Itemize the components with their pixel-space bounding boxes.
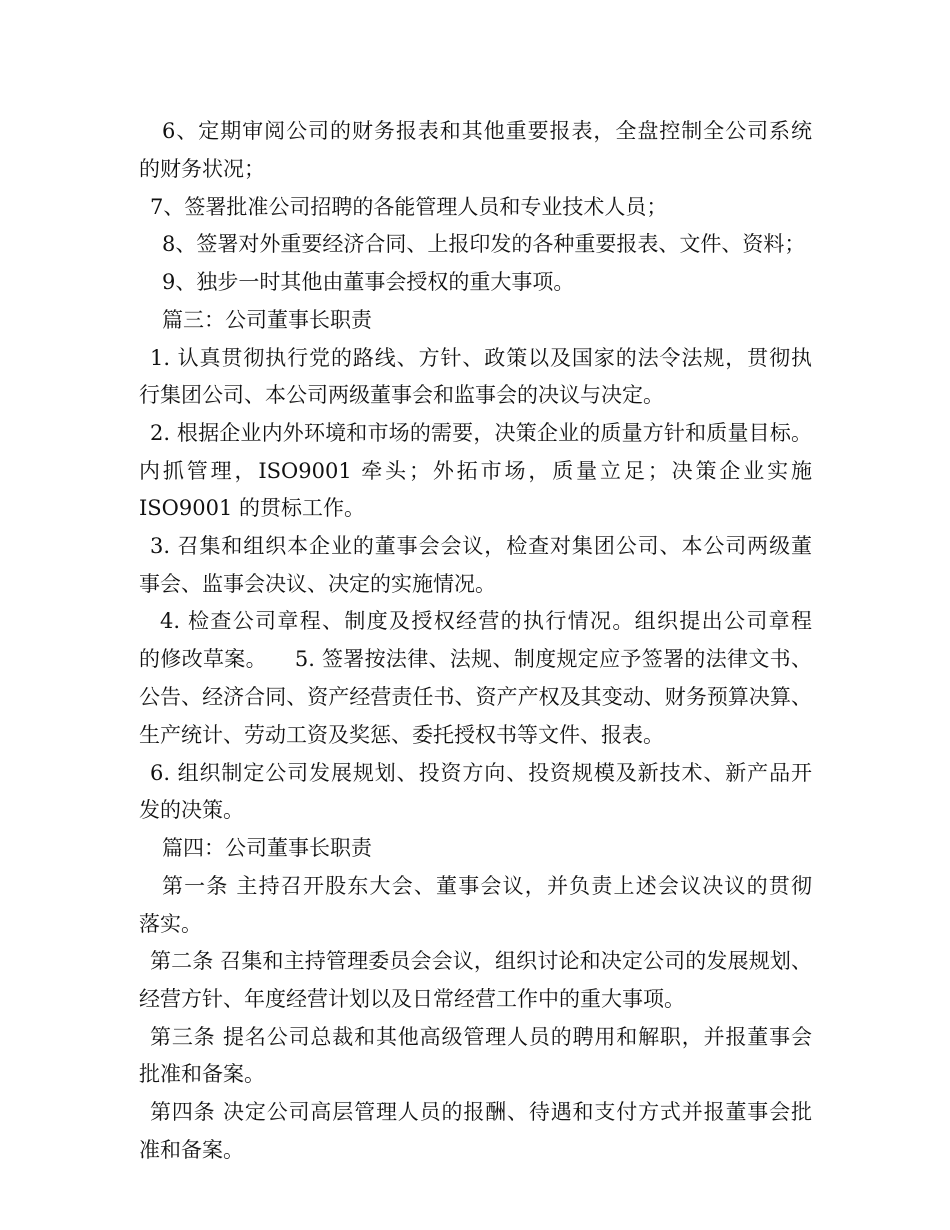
- paragraph-line: 的财务状况；: [139, 157, 265, 181]
- paragraph-line: 第四条 决定公司高层管理人员的报酬、待遇和支付方式并报董事会批: [150, 1100, 812, 1124]
- paragraph-line: 公告、经济合同、资产经营责任书、资产产权及其变动、财务预算决算、: [139, 685, 812, 709]
- paragraph-line: 发的决策。: [139, 798, 244, 822]
- paragraph-line: 经营方针、年度经营计划以及日常经营工作中的重大事项。: [139, 987, 685, 1011]
- paragraph-line: 9、独步一时其他由董事会授权的重大事项。: [162, 270, 575, 294]
- paragraph-line: 内抓管理，ISO9001 牵头；外拓市场，质量立足；决策企业实施: [139, 459, 812, 483]
- paragraph-line: 4. 检查公司章程、制度及授权经营的执行情况。组织提出公司章程: [160, 609, 812, 633]
- paragraph-line: 3. 召集和组织本企业的董事会会议，检查对集团公司、本公司两级董: [150, 534, 812, 558]
- section-heading: 篇三：公司董事长职责: [162, 308, 372, 332]
- paragraph-line: 准和备案。: [139, 1138, 244, 1162]
- paragraph-line: 第三条 提名公司总裁和其他高级管理人员的聘用和解职，并报董事会: [150, 1025, 812, 1049]
- paragraph-line: 生产统计、劳动工资及奖惩、委托授权书等文件、报表。: [139, 723, 664, 747]
- section-heading: 篇四：公司董事长职责: [162, 836, 372, 860]
- paragraph-line: 批准和备案。: [139, 1062, 265, 1086]
- paragraph-line: 行集团公司、本公司两级董事会和监事会的决议与决定。: [139, 383, 664, 407]
- paragraph-line: 1. 认真贯彻执行党的路线、方针、政策以及国家的法令法规，贯彻执: [150, 346, 812, 370]
- paragraph-line: 第一条 主持召开股东大会、董事会议，并负责上述会议决议的贯彻: [162, 874, 812, 898]
- paragraph-line: 6、定期审阅公司的财务报表和其他重要报表，全盘控制全公司系统: [162, 119, 812, 143]
- paragraph-line: 落实。: [139, 912, 202, 936]
- paragraph-line: 第二条 召集和主持管理委员会会议，组织讨论和决定公司的发展规划、: [150, 949, 812, 973]
- paragraph-line: 2. 根据企业内外环境和市场的需要，决策企业的质量方针和质量目标。: [150, 421, 812, 445]
- paragraph-line: 8、签署对外重要经济合同、上报印发的各种重要报表、文件、资料；: [162, 232, 806, 256]
- paragraph-line: 的修改草案。 5. 签署按法律、法规、制度规定应予签署的法律文书、: [139, 647, 812, 671]
- paragraph-line: 7、签署批准公司招聘的各能管理人员和专业技术人员；: [150, 195, 668, 219]
- paragraph-line: ISO9001 的贯标工作。: [139, 496, 366, 520]
- paragraph-line: 事会、监事会决议、决定的实施情况。: [139, 572, 496, 596]
- paragraph-line: 6. 组织制定公司发展规划、投资方向、投资规模及新技术、新产品开: [150, 761, 812, 785]
